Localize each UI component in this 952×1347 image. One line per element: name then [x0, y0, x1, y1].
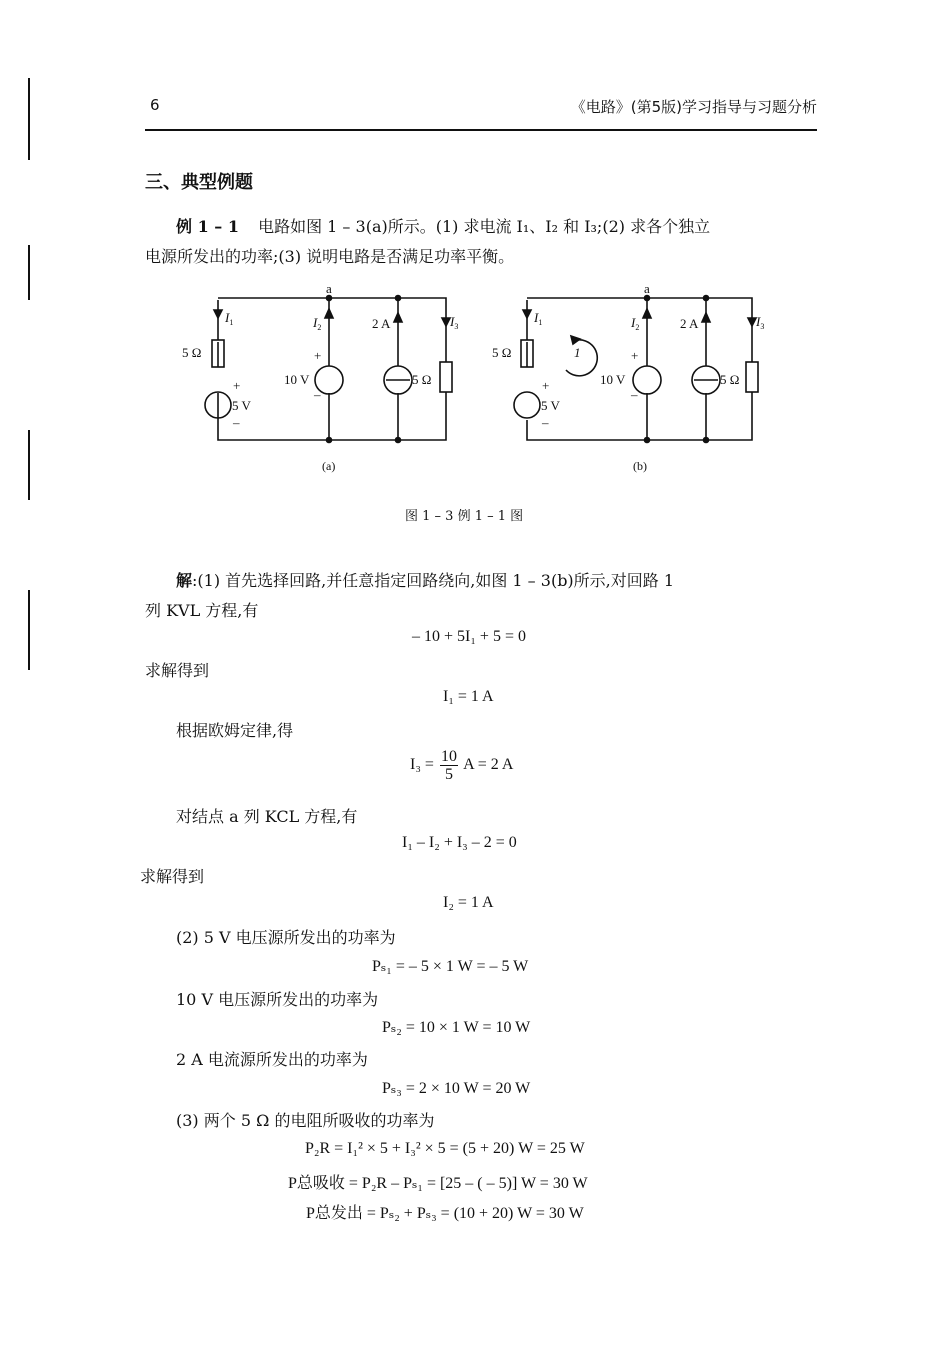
label-5v-a: 5 V: [232, 398, 251, 413]
solution-label: 解: [176, 571, 193, 590]
resistor-5ohm-right: [440, 362, 452, 392]
example-text-1: 电路如图 1 – 3(a)所示。(1) 求电流 I₁、I₂ 和 I₃;(2) 求各个独立: [258, 217, 711, 236]
eq3-lhs: I₃ =: [410, 756, 434, 774]
eq3-fraction: [440, 748, 458, 783]
minus-5v-b: –: [542, 415, 549, 430]
label-10v-a: 10 V: [284, 372, 310, 387]
I1-label-b: $I_1$: [534, 310, 543, 327]
equation-kcl: I₁ – I₂ + I₃ – 2 = 0: [402, 834, 517, 851]
label-5ohm-b: 5 Ω: [492, 345, 512, 360]
equation-P-delivered: P总发出 = Pₛ₂ + Pₛ₃ = (10 + 20) W = 30 W: [306, 1205, 584, 1222]
I3-label-a: $I_3$: [450, 314, 459, 331]
page-number: 6: [150, 96, 160, 114]
power-10v-text: 10 V 电压源所发出的功率为: [176, 990, 379, 1009]
solution-text-1: :(1) 首先选择回路,并任意指定回路绕向,如图 1 – 3(b)所示,对回路 1: [192, 571, 675, 590]
example-label: 例 1 – 1: [176, 217, 239, 236]
I2-label-a: $I_2$: [313, 315, 322, 332]
loop-direction-arrow: [566, 340, 597, 376]
scan-edge-mark: [28, 590, 30, 670]
plus-10v-b: +: [631, 348, 639, 363]
circuit-figure: [0, 0, 952, 540]
equation-Ps2: Pₛ₂ = 10 × 1 W = 10 W: [382, 1019, 531, 1036]
eq3-numerator: 10: [440, 748, 457, 765]
power-2a-text: 2 A 电流源所发出的功率为: [176, 1050, 368, 1069]
label-5ohm-right-b: 5 Ω: [720, 372, 740, 387]
power-5v-text: (2) 5 V 电压源所发出的功率为: [176, 928, 396, 947]
equation-kvl: – 10 + 5I₁ + 5 = 0: [412, 628, 526, 645]
I3-label-b: $I_3$: [756, 314, 765, 331]
label-5ohm-right-a: 5 Ω: [412, 372, 432, 387]
label-2a-b: 2 A: [680, 316, 699, 331]
caption-b: (b): [633, 459, 647, 473]
equation-I1: I₁ = 1 A: [443, 688, 494, 705]
equation-I2: I₂ = 1 A: [443, 894, 494, 911]
example-line-2: 电源所发出的功率;(3) 说明电路是否满足功率平衡。: [145, 247, 515, 266]
label-5v-b: 5 V: [541, 398, 560, 413]
section-heading: 三、典型例题: [145, 172, 253, 193]
solve-text-2: 求解得到: [140, 867, 205, 886]
solution-line-2: 列 KVL 方程,有: [145, 601, 259, 620]
ohm-law-text: 根据欧姆定律,得: [176, 721, 294, 740]
label-5ohm-a: 5 Ω: [182, 345, 202, 360]
plus-5v-a: +: [233, 378, 241, 393]
equation-P2R: P₂R = I₁² × 5 + I₃² × 5 = (5 + 20) W = 25 W: [305, 1140, 585, 1157]
label-2a-a: 2 A: [372, 316, 391, 331]
equation-Ps3: Pₛ₃ = 2 × 10 W = 20 W: [382, 1080, 531, 1097]
I2-label-b: $I_2$: [631, 315, 640, 332]
node-a-label-b: a: [644, 281, 650, 296]
resistor-power-text: (3) 两个 5 Ω 的电阻所吸收的功率为: [176, 1111, 435, 1130]
kcl-text: 对结点 a 列 KCL 方程,有: [176, 807, 358, 826]
label-10v-b: 10 V: [600, 372, 626, 387]
caption-a: (a): [322, 459, 336, 473]
plus-5v-b: +: [542, 378, 550, 393]
minus-10v-a: –: [314, 387, 321, 402]
loop-label: 1: [574, 345, 581, 360]
minus-10v-b: –: [631, 387, 638, 402]
equation-I3: [410, 748, 513, 783]
eq3-rhs: A = 2 A: [463, 756, 514, 774]
plus-10v-a: +: [314, 348, 322, 363]
eq3-denominator: 5: [444, 766, 453, 783]
figure-caption: 图 1 – 3 例 1 – 1 图: [405, 509, 524, 524]
equation-P-absorbed: P总吸收 = P₂R – Pₛ₁ = [25 – ( – 5)] W = 30 W: [288, 1175, 588, 1192]
I1-label-a: $I_1$: [225, 310, 234, 327]
circuit-b: [514, 296, 758, 443]
solve-text-1: 求解得到: [145, 661, 210, 680]
node-a-label-a: a: [326, 281, 332, 296]
solution-line-1: [176, 568, 674, 591]
running-header-title: 《电路》(第5版)学习指导与习题分析: [570, 98, 817, 116]
minus-5v-a: –: [233, 415, 240, 430]
equation-Ps1: Pₛ₁ = – 5 × 1 W = – 5 W: [372, 958, 529, 975]
circuit-a: [205, 296, 452, 443]
